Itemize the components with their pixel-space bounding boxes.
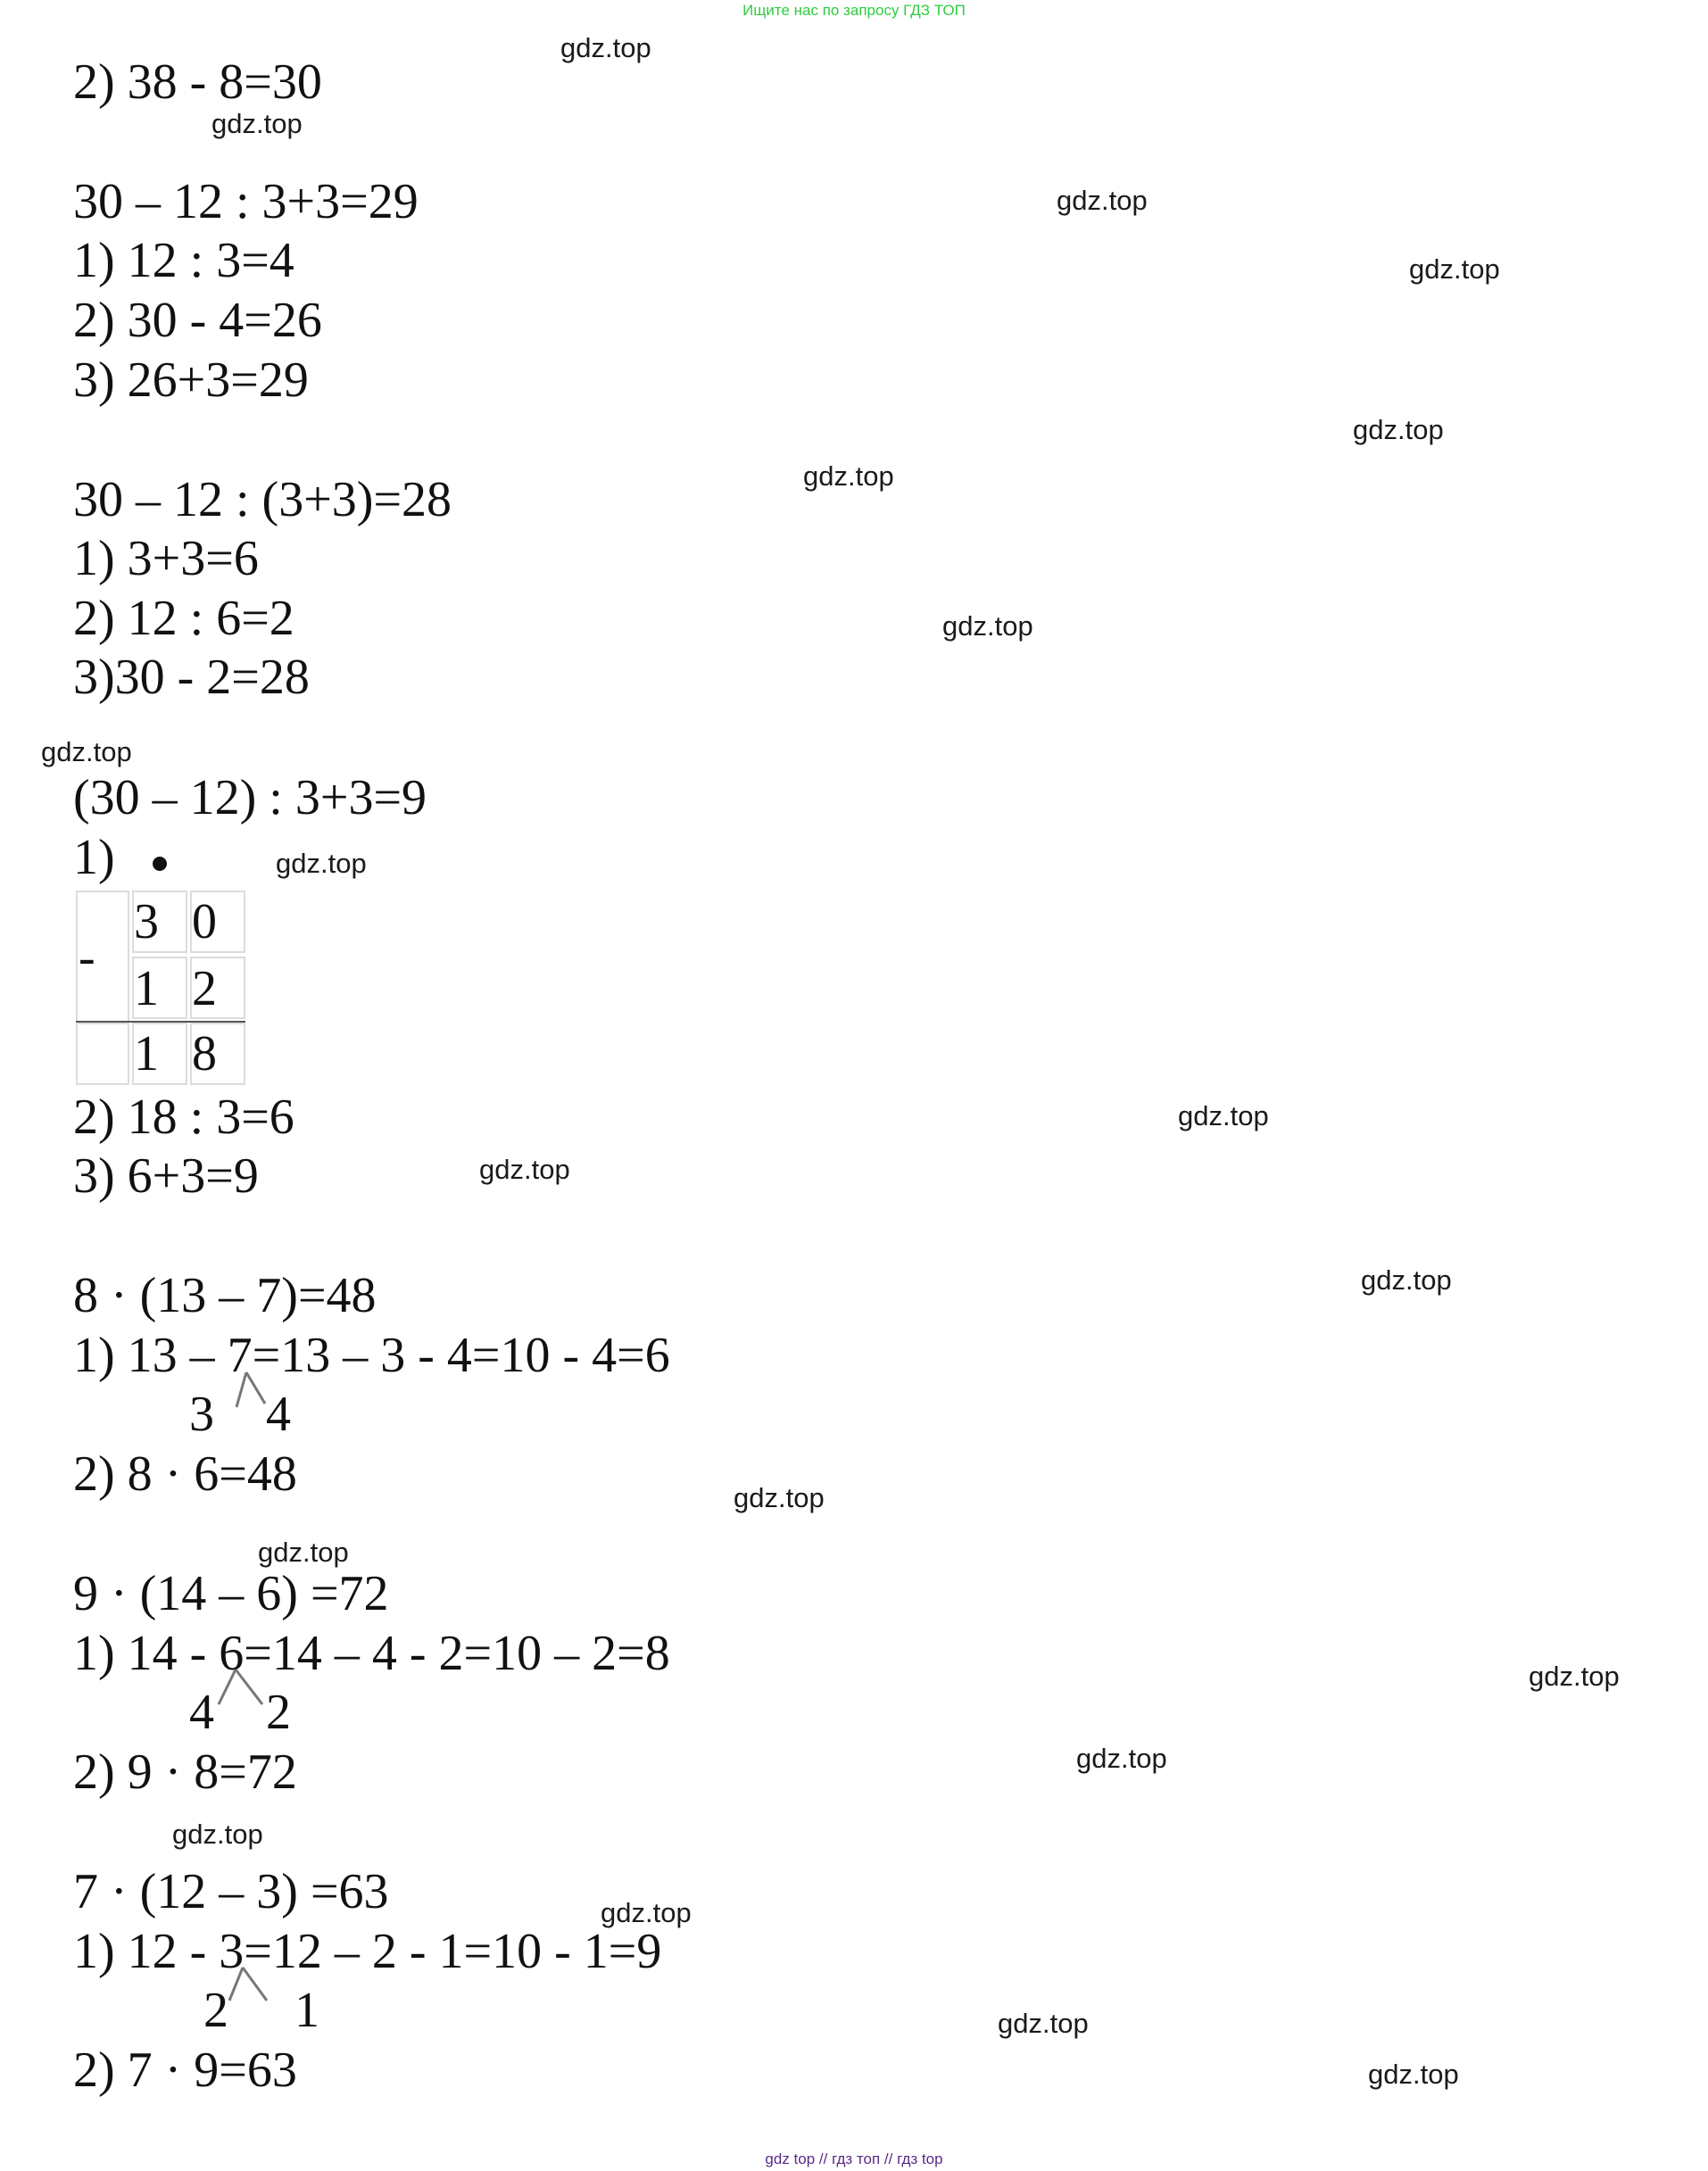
number-split-lines	[219, 1370, 272, 1410]
expression-heading: (30 – 12) : 3+3=9	[73, 770, 427, 825]
solution-line: 2) 7 · 9=63	[73, 2043, 297, 2098]
watermark: gdz.top	[1057, 185, 1148, 216]
solution-line: 3) 6+3=9	[73, 1148, 259, 1204]
watermark: gdz.top	[41, 736, 132, 767]
watermark: gdz.top	[1409, 253, 1500, 285]
solution-line: 2) 9 · 8=72	[73, 1744, 297, 1800]
digit: 0	[192, 894, 217, 949]
result-underline	[76, 1021, 245, 1023]
digit: 1	[134, 1026, 159, 1081]
watermark: gdz.top	[1529, 1661, 1620, 1692]
number-split-lines	[225, 1965, 278, 2005]
minus-sign: -	[79, 930, 95, 985]
top-banner: Ищите нас по запросу ГДЗ ТОП	[742, 2, 966, 19]
expression-heading: 7 · (12 – 3) =63	[73, 1864, 389, 1919]
split-part: 2	[266, 1685, 291, 1740]
watermark: gdz.top	[803, 460, 894, 492]
solution-line: 1) 3+3=6	[73, 531, 259, 586]
expression-heading: 30 – 12 : 3+3=29	[73, 174, 419, 229]
solution-line: 1) 13 – 7=13 – 3 - 4=10 - 4=6	[73, 1328, 670, 1383]
watermark: gdz.top	[1178, 1100, 1269, 1131]
solution-line: 2) 18 : 3=6	[73, 1090, 294, 1145]
watermark: gdz.top	[172, 1819, 263, 1850]
digit: 1	[134, 961, 159, 1016]
solution-line: 1) 14 - 6=14 – 4 - 2=10 – 2=8	[73, 1626, 670, 1681]
watermark: gdz.top	[1361, 1264, 1452, 1296]
watermark: gdz.top	[1353, 414, 1444, 445]
watermark: gdz.top	[1368, 2059, 1459, 2090]
watermark: gdz.top	[560, 32, 651, 63]
solution-line: 2) 30 - 4=26	[73, 293, 322, 348]
expression-heading: 8 · (13 – 7)=48	[73, 1268, 377, 1323]
solution-line: 1) 12 - 3=12 – 2 - 1=10 - 1=9	[73, 1924, 662, 1979]
expression-heading: 30 – 12 : (3+3)=28	[73, 472, 452, 527]
solution-line: 2) 12 : 6=2	[73, 591, 294, 646]
split-part: 2	[203, 1983, 228, 2038]
split-part: 1	[294, 1983, 319, 2038]
solution-line: 1) 12 : 3=4	[73, 233, 294, 288]
watermark: gdz.top	[601, 1897, 692, 1928]
number-split-lines	[216, 1667, 269, 1707]
watermark: gdz.top	[998, 2008, 1089, 2039]
solution-line: 3)30 - 2=28	[73, 650, 310, 705]
split-part: 4	[266, 1387, 291, 1442]
watermark: gdz.top	[276, 848, 367, 879]
watermark: gdz.top	[479, 1154, 570, 1185]
solution-line: 2) 38 - 8=30	[73, 54, 322, 110]
digit: 8	[192, 1026, 217, 1081]
watermark: gdz.top	[258, 1537, 349, 1568]
solution-line: 2) 8 · 6=48	[73, 1446, 297, 1502]
bullet-dot-icon	[153, 857, 167, 871]
watermark: gdz.top	[1076, 1743, 1167, 1774]
solution-line: 3) 26+3=29	[73, 352, 309, 408]
watermark: gdz.top	[211, 108, 303, 139]
grid-cell	[76, 1023, 129, 1085]
solution-line: 1)	[73, 830, 115, 885]
split-part: 4	[189, 1685, 214, 1740]
split-part: 3	[189, 1387, 214, 1442]
footer: gdz top // гдз топ // гдз top	[765, 2150, 943, 2167]
digit: 2	[192, 961, 217, 1016]
watermark: gdz.top	[942, 610, 1033, 642]
expression-heading: 9 · (14 – 6) =72	[73, 1566, 389, 1621]
digit: 3	[134, 894, 159, 949]
watermark: gdz.top	[734, 1482, 825, 1513]
